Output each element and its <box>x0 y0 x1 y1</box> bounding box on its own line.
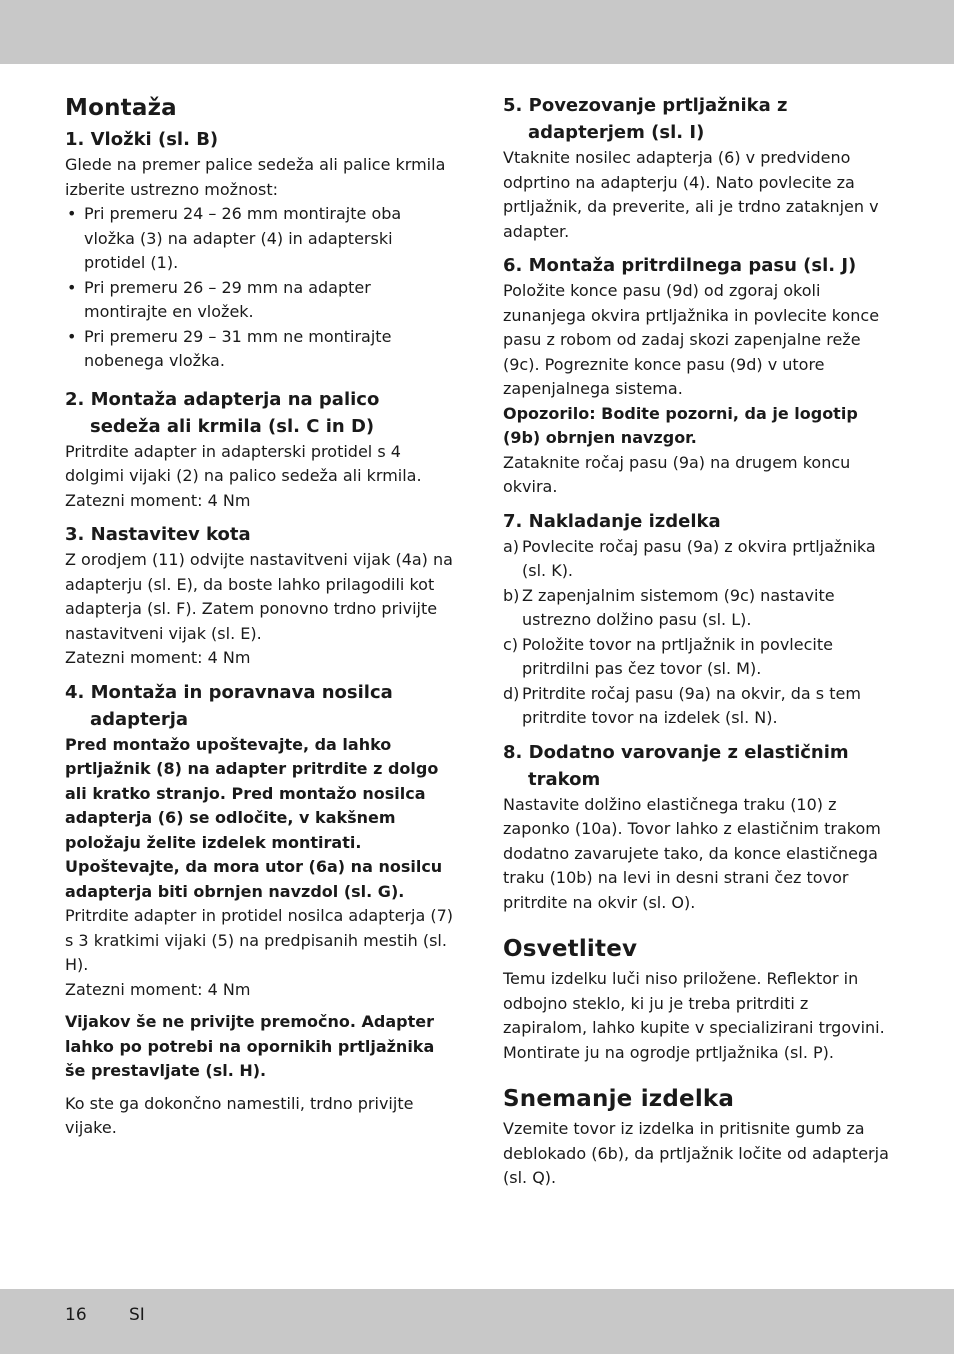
heading-vlozki: 1. Vložki (sl. B) <box>65 129 219 150</box>
heading-montaza-adapterja: 2. Montaža adapterja na palico sedeža ali krmila (sl. C in D) <box>65 388 380 437</box>
pritrdilni-pas-warning: Opozorilo: Bodite pozorni, da je logotip (9b) obrnjen navzgor. <box>503 403 858 447</box>
list-marker: a) <box>503 536 520 556</box>
torque-value: Zatezni moment: 4 Nm <box>65 490 251 510</box>
list-item <box>65 202 455 276</box>
heading-pritrdilni-pas: 6. Montaža pritrdilnega pasu (sl. J) <box>503 255 857 276</box>
osvetlitev-text: Temu izdelku luči niso priložene. Reflektor in odbojno steklo, ki ju je treba pritrditi z zapiralom, lahko kupite v specializirani trgovini. <box>503 969 885 1037</box>
list-item-text: Pri premeru 24 – 26 mm montirajte oba vložka (3) na adapter (4) in adapterski protidel (1). <box>84 204 402 272</box>
bullet-icon: • <box>67 204 77 223</box>
torque-value: Zatezni moment: 4 Nm <box>65 648 251 667</box>
heading-nakladanje: 7. Nakladanje izdelka <box>503 510 721 532</box>
header-band <box>0 0 954 64</box>
bullet-icon: • <box>67 277 77 297</box>
bullet-icon: • <box>67 326 77 346</box>
heading-montaza-nosilca: 4. Montaža in poravnava nosilca adapterja <box>65 681 393 730</box>
list-item <box>503 633 893 682</box>
list-marker: c) <box>503 634 519 654</box>
list-item <box>65 325 455 374</box>
list-item-text: Pritrdite ročaj pasu (9a) na okvir, da s tem pritrdite tovor na izdelek (sl. N). <box>522 683 861 727</box>
montaza-adapterja-text: Pritrdite adapter in adapterski protidel s 4 dolgimi vijaki (2) na palico sedeža ali krmila. <box>65 441 422 485</box>
vlozki-intro: Glede na premer palice sedeža ali palice krmila izberite ustrezno možnost: <box>65 155 446 199</box>
vlozki-list <box>65 202 455 374</box>
section-title-snemanje: Snemanje izdelka <box>503 1086 735 1112</box>
montaza-nosilca-warning: Pred montažo upoštevajte, da lahko prtljažnik (8) na adapter pritrdite z dolgo ali kratko stranjo. Pred montažo nosilca adapterja (6) se odločite, v kakšnem položaju želite izdelek montirati. Upoštevajte, da mora utor (6a) na nosilcu adapterja biti obrnjen navzdol (sl. G). <box>65 734 443 901</box>
heading-povezovanje: 5. Povezovanje prtljažnika z adapterjem (sl. I) <box>503 95 788 143</box>
list-item <box>503 535 893 584</box>
section-title-montaza: Montaža <box>65 95 177 121</box>
snemanje-text: Vzemite tovor iz izdelka in pritisnite gumb za deblokado (6b), da prtljažnik ločite od adapterja (sl. Q). <box>503 1119 889 1187</box>
elasticni-trak-text: Nastavite dolžino elastičnega traku (10) z zaponko (10a). Tovor lahko z elastičnim trakom dodatno zavarujete tako, da konce elastičnega traku (10b) na levi in desni strani čez tovor pritrdite na okvir (sl. O). <box>503 794 881 912</box>
section-title-osvetlitev: Osvetlitev <box>503 936 638 962</box>
language-code: SI <box>129 1305 145 1325</box>
heading-elasticni-trak: 8. Dodatno varovanje z elastičnim trakom <box>503 741 849 790</box>
pritrdilni-pas-text: Položite konce pasu (9d) od zgoraj okoli zunanjega okvira prtljažnika in povlecite konce pasu z robom od zadaj skozi zapenjalne reže (9c). Pogreznite konce pasu (9d) v utore zapenjalnega sistema. <box>503 281 880 398</box>
list-item-text: Povlecite ročaj pasu (9a) z okvira prtljažnika (sl. K). <box>522 536 876 580</box>
list-item <box>503 584 893 633</box>
right-column <box>503 92 893 1191</box>
povezovanje-text: Vtaknite nosilec adapterja (6) v predvideno odprtino na adapterju (4). Nato povlecite za prtljažnik, da preverite, ali je trdno zataknjen v adapter. <box>503 148 879 241</box>
torque-value: Zatezni moment: 4 Nm <box>65 979 251 999</box>
list-item-text: Pri premeru 29 – 31 mm ne montirajte nobenega vložka. <box>84 326 392 370</box>
pritrdilni-pas-text2: Zataknite ročaj pasu (9a) na drugem koncu okvira. <box>503 452 851 496</box>
list-item <box>503 682 893 731</box>
list-marker: d) <box>503 683 520 703</box>
heading-nastavitev-kota: 3. Nastavitev kota <box>65 524 251 545</box>
montaza-nosilca-note: Vijakov še ne privijte premočno. Adapter lahko po potrebi na opornikih prtljažnika še prestavljate (sl. H). <box>65 1012 435 1080</box>
osvetlitev-text2: Montirate ju na ogrodje prtljažnika (sl. P). <box>503 1042 834 1062</box>
list-item-text: Položite tovor na prtljažnik in povlecite pritrdilni pas čez tovor (sl. M). <box>522 634 833 678</box>
page-number: 16 <box>65 1305 87 1325</box>
left-column <box>65 92 455 1141</box>
list-item-text: Z zapenjalnim sistemom (9c) nastavite ustrezno dolžino pasu (sl. L). <box>522 585 835 629</box>
montaza-nosilca-final: Ko ste ga dokončno namestili, trdno privijte vijake. <box>65 1093 414 1137</box>
montaza-nosilca-text: Pritrdite adapter in protidel nosilca adapterja (7) s 3 kratkimi vijaki (5) na predpisanih mestih (sl. H). <box>65 906 454 974</box>
nakladanje-list <box>503 535 893 731</box>
nastavitev-kota-text: Z orodjem (11) odvijte nastavitveni vijak (4a) na adapterju (sl. E), da boste lahko prilagodili kot adapterja (sl. F). Zatem ponovno trdno privijte nastavitveni vijak (sl. E). <box>65 550 453 643</box>
list-item <box>65 276 455 325</box>
list-marker: b) <box>503 585 520 605</box>
list-item-text: Pri premeru 26 – 29 mm na adapter montirajte en vložek. <box>84 277 371 321</box>
